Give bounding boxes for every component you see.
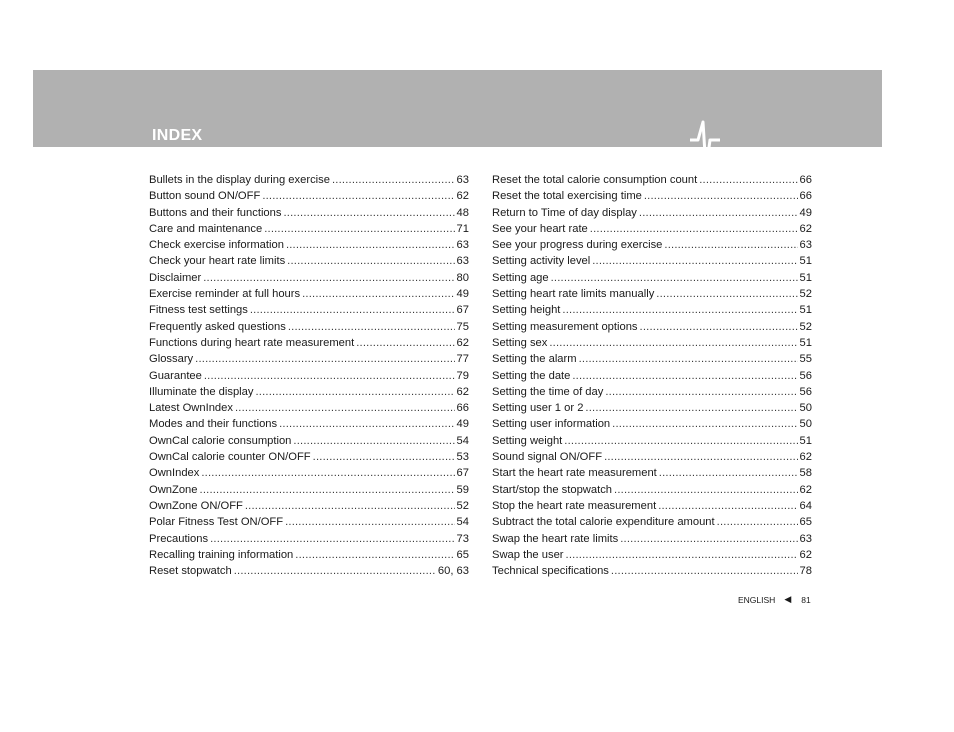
- index-entry-label: Setting weight: [492, 434, 563, 447]
- index-entry-page: 48: [456, 206, 469, 219]
- index-entry: [492, 172, 812, 188]
- index-entry-label: Functions during heart rate measurement: [149, 336, 355, 349]
- dot-leader: [210, 531, 454, 547]
- dot-leader: [605, 384, 797, 400]
- index-entry: [492, 221, 812, 237]
- index-entry-label: Check exercise information: [149, 239, 284, 252]
- dot-leader: [590, 221, 798, 237]
- left-triangle-icon: ◀: [784, 594, 792, 604]
- index-entry: [492, 335, 812, 351]
- index-entry-label: Setting the time of day: [492, 385, 604, 398]
- index-entry-page: 62: [799, 451, 812, 464]
- index-entry: [492, 498, 812, 514]
- dot-leader: [572, 368, 797, 384]
- index-entry-label: Illuminate the display: [149, 385, 254, 398]
- index-entry: [149, 335, 469, 351]
- index-entry-page: 63: [799, 532, 812, 545]
- index-column-left: [149, 172, 469, 579]
- index-entry: [492, 514, 812, 530]
- index-entry-label: Reset the total calorie consumption count: [492, 174, 698, 186]
- index-entry: [492, 188, 812, 204]
- index-entry-page: 50: [799, 402, 812, 415]
- index-entry-label: Bullets in the display during exercise: [149, 174, 330, 186]
- index-entry-label: Care and maintenance: [149, 222, 263, 235]
- dot-leader: [285, 514, 454, 530]
- dot-leader: [283, 205, 454, 221]
- index-entry-label: Fitness test settings: [149, 304, 248, 317]
- index-entry: [492, 416, 812, 432]
- dot-leader: [585, 400, 797, 416]
- index-entry-label: Setting sex: [492, 336, 548, 349]
- index-entry-label: Frequently asked questions: [149, 320, 286, 333]
- index-entry-label: Modes and their functions: [149, 418, 278, 431]
- dot-leader: [612, 416, 797, 432]
- index-entry-page: 65: [799, 516, 812, 529]
- index-entry: [149, 563, 469, 579]
- index-entry: [149, 547, 469, 563]
- index-entry: [149, 400, 469, 416]
- index-entry: [492, 531, 812, 547]
- index-entry: [492, 270, 812, 286]
- index-entry-page: 52: [456, 499, 469, 512]
- dot-leader: [200, 482, 455, 498]
- index-entry-label: OwnZone ON/OFF: [149, 499, 243, 512]
- index-entry: [492, 449, 812, 465]
- dot-leader: [250, 302, 455, 318]
- index-entry: [149, 270, 469, 286]
- index-entry-label: Setting heart rate limits manually: [492, 288, 655, 301]
- index-entry: [492, 302, 812, 318]
- index-entry-label: Return to Time of day display: [492, 206, 637, 219]
- index-entry-label: Technical specifications: [492, 565, 609, 578]
- index-entry-page: 49: [456, 418, 469, 431]
- index-entry-page: 66: [456, 402, 469, 415]
- dot-leader: [639, 205, 798, 221]
- index-entry: [149, 531, 469, 547]
- heartbeat-wave-icon: [690, 118, 720, 174]
- index-entry: [492, 286, 812, 302]
- index-entry: [492, 384, 812, 400]
- dot-leader: [264, 221, 454, 237]
- index-entry-page: 71: [456, 222, 469, 235]
- index-entry-label: Reset the total exercising time: [492, 190, 642, 203]
- index-entry-label: OwnIndex: [149, 467, 200, 480]
- footer-page-number: 81: [801, 594, 811, 605]
- index-entry-page: 49: [799, 206, 812, 219]
- index-entry: [149, 302, 469, 318]
- index-entry-label: Recalling training information: [149, 548, 294, 561]
- index-entry: [492, 237, 812, 253]
- dot-leader: [620, 531, 797, 547]
- index-entry-label: OwnCal calorie counter ON/OFF: [149, 451, 311, 464]
- index-entry-page: 73: [456, 532, 469, 545]
- dot-leader: [644, 188, 798, 204]
- index-entry-page: 65: [456, 548, 469, 561]
- dot-leader: [234, 563, 436, 579]
- dot-leader: [286, 237, 455, 253]
- dot-leader: [287, 253, 454, 269]
- index-entry: [492, 205, 812, 221]
- index-entry-page: 53: [456, 451, 469, 464]
- index-entry-page: 63: [799, 239, 812, 252]
- index-entry-page: 78: [799, 565, 812, 578]
- dot-leader: [201, 465, 454, 481]
- dot-leader: [279, 416, 454, 432]
- dot-leader: [293, 433, 454, 449]
- index-entry-page: 80: [456, 271, 469, 284]
- index-entry-page: 51: [799, 434, 812, 447]
- index-entry: [149, 498, 469, 514]
- index-entry-label: Setting the date: [492, 369, 571, 382]
- dot-leader: [551, 270, 798, 286]
- index-entry: [149, 172, 469, 188]
- index-entry-label: OwnZone: [149, 483, 198, 496]
- index-entry-page: 59: [456, 483, 469, 496]
- index-entry-page: 60, 63: [437, 565, 469, 578]
- index-entry-label: Check your heart rate limits: [149, 255, 286, 268]
- index-entry-label: Setting age: [492, 271, 549, 284]
- index-entry-label: Setting the alarm: [492, 353, 577, 366]
- dot-leader: [658, 498, 797, 514]
- index-entry-page: 77: [456, 353, 469, 366]
- index-entry: [149, 237, 469, 253]
- page-footer: [738, 594, 811, 605]
- dot-leader: [564, 433, 797, 449]
- dot-leader: [262, 188, 454, 204]
- index-entry-page: 56: [799, 369, 812, 382]
- index-entry-page: 54: [456, 434, 469, 447]
- index-entry: [492, 253, 812, 269]
- index-entry: [149, 514, 469, 530]
- index-entry: [492, 482, 812, 498]
- index-entry-label: Swap the user: [492, 548, 564, 561]
- index-entry-page: 63: [456, 174, 469, 186]
- index-entry-label: Buttons and their functions: [149, 206, 282, 219]
- index-entry-label: Disclaimer: [149, 271, 202, 284]
- index-entry-label: Setting activity level: [492, 255, 591, 268]
- index-entry-page: 51: [799, 271, 812, 284]
- index-entry-label: Start the heart rate measurement: [492, 467, 657, 480]
- index-entry-label: Stop the heart rate measurement: [492, 499, 657, 512]
- index-entry-page: 51: [799, 255, 812, 268]
- index-entry-label: OwnCal calorie consumption: [149, 434, 292, 447]
- dot-leader: [566, 547, 798, 563]
- index-entry-label: See your progress during exercise: [492, 239, 663, 252]
- index-entry-label: Polar Fitness Test ON/OFF: [149, 516, 284, 529]
- dot-leader: [664, 237, 797, 253]
- index-entry: [492, 351, 812, 367]
- dot-leader: [195, 351, 454, 367]
- index-entry-label: Setting user information: [492, 418, 611, 431]
- index-entry-page: 63: [456, 255, 469, 268]
- index-entry-page: 62: [456, 385, 469, 398]
- index-entry-label: Sound signal ON/OFF: [492, 451, 603, 464]
- dot-leader: [656, 286, 797, 302]
- dot-leader: [295, 547, 454, 563]
- index-entry-page: 66: [799, 174, 812, 186]
- dot-leader: [579, 351, 798, 367]
- dot-leader: [659, 465, 798, 481]
- dot-leader: [717, 514, 798, 530]
- index-entry-page: 79: [456, 369, 469, 382]
- index-entry: [149, 188, 469, 204]
- index-entry-page: 62: [456, 190, 469, 203]
- dot-leader: [614, 482, 798, 498]
- index-entry-label: Guarantee: [149, 369, 202, 382]
- index-entry-label: Reset stopwatch: [149, 565, 232, 578]
- index-entry-page: 62: [799, 483, 812, 496]
- dot-leader: [332, 172, 455, 188]
- index-entry-label: Swap the heart rate limits: [492, 532, 619, 545]
- index-entry: [149, 416, 469, 432]
- index-entry: [492, 465, 812, 481]
- index-entry-page: 51: [799, 304, 812, 317]
- index-entry: [149, 286, 469, 302]
- index-entry-page: 58: [799, 467, 812, 480]
- index-entry-page: 56: [799, 385, 812, 398]
- index-entry-label: Button sound ON/OFF: [149, 190, 261, 203]
- index-entry: [149, 368, 469, 384]
- index-entry: [149, 465, 469, 481]
- index-entry-page: 55: [799, 353, 812, 366]
- dot-leader: [611, 563, 798, 579]
- dot-leader: [640, 319, 798, 335]
- index-entry: [492, 563, 812, 579]
- index-entry: [149, 351, 469, 367]
- index-entry-page: 52: [799, 288, 812, 301]
- index-entry-page: 66: [799, 190, 812, 203]
- dot-leader: [562, 302, 797, 318]
- dot-leader: [302, 286, 454, 302]
- index-entry: [149, 384, 469, 400]
- index-entry-page: 63: [456, 239, 469, 252]
- dot-leader: [235, 400, 455, 416]
- index-entry-page: 75: [456, 320, 469, 333]
- index-entry-page: 62: [799, 548, 812, 561]
- index-entry-page: 49: [456, 288, 469, 301]
- index-entry: [149, 221, 469, 237]
- dot-leader: [549, 335, 797, 351]
- index-entry: [149, 482, 469, 498]
- index-entry: [149, 253, 469, 269]
- dot-leader: [245, 498, 455, 514]
- dot-leader: [288, 319, 455, 335]
- index-entry-label: Setting user 1 or 2: [492, 402, 584, 415]
- index-entry-label: Glossary: [149, 353, 194, 366]
- index-entry: [492, 319, 812, 335]
- dot-leader: [604, 449, 797, 465]
- index-entry-page: 50: [799, 418, 812, 431]
- index-entry-label: Setting height: [492, 304, 561, 317]
- index-entry-page: 52: [799, 320, 812, 333]
- index-entry: [149, 449, 469, 465]
- index-entry: [492, 368, 812, 384]
- index-entry-label: Start/stop the stopwatch: [492, 483, 613, 496]
- index-entry: [492, 547, 812, 563]
- dot-leader: [356, 335, 454, 351]
- index-entry-page: 64: [799, 499, 812, 512]
- index-entry-label: See your heart rate: [492, 222, 588, 235]
- dot-leader: [699, 172, 797, 188]
- dot-leader: [203, 270, 454, 286]
- index-entry-label: Precautions: [149, 532, 209, 545]
- footer-language: ENGLISH: [738, 594, 776, 605]
- index-entry-label: Exercise reminder at full hours: [149, 288, 301, 301]
- index-entry-page: 67: [456, 304, 469, 317]
- index-entry: [149, 319, 469, 335]
- index-entry: [149, 433, 469, 449]
- index-entry-page: 51: [799, 336, 812, 349]
- index-entry-page: 62: [456, 336, 469, 349]
- index-entry-page: 67: [456, 467, 469, 480]
- page-title: INDEX: [152, 127, 203, 144]
- dot-leader: [313, 449, 455, 465]
- dot-leader: [255, 384, 454, 400]
- index-column-right: [492, 172, 812, 579]
- index-entry-page: 62: [799, 222, 812, 235]
- index-entry-label: Subtract the total calorie expenditure amount: [492, 516, 715, 529]
- index-entry: [492, 400, 812, 416]
- index-entry-page: 54: [456, 516, 469, 529]
- index-entry: [149, 205, 469, 221]
- index-entry-label: Setting measurement options: [492, 320, 638, 333]
- index-entry-label: Latest OwnIndex: [149, 402, 233, 415]
- dot-leader: [204, 368, 455, 384]
- dot-leader: [592, 253, 797, 269]
- index-entry: [492, 433, 812, 449]
